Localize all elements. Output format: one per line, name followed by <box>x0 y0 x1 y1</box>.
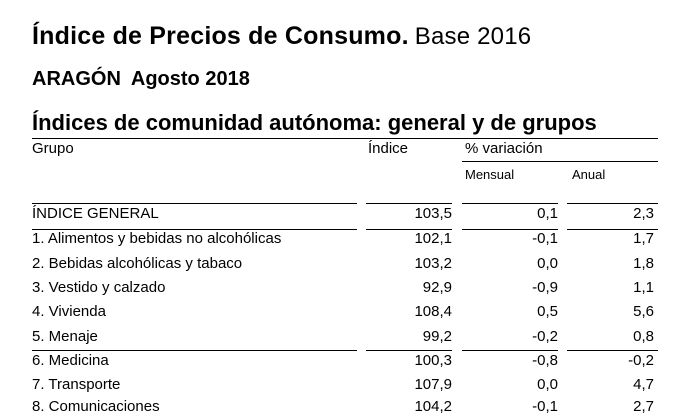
section-rule <box>32 138 658 139</box>
table-row <box>0 255 700 279</box>
row-name: 2. Bebidas alcohólicas y tabaco <box>32 255 243 272</box>
table-row <box>0 352 700 376</box>
title-text: Índice de Precios de Consumo. <box>32 22 409 50</box>
table-row <box>0 328 700 352</box>
header-monthly: Mensual <box>465 167 515 182</box>
row-annual: -0,2 <box>628 352 654 369</box>
row-index: 103,2 <box>414 255 452 272</box>
table-row <box>0 205 700 229</box>
row-annual: 5,6 <box>633 303 654 320</box>
row-index: 99,2 <box>422 328 452 345</box>
rule-general-monthly <box>462 203 558 204</box>
row-name: 5. Menaje <box>32 328 98 345</box>
row-index: 103,5 <box>414 205 452 222</box>
header-variation: % variación <box>465 140 543 157</box>
row-annual: 0,8 <box>633 328 654 345</box>
row-annual: 2,7 <box>633 398 654 415</box>
report-subtitle <box>32 68 250 91</box>
row-annual: 4,7 <box>633 376 654 393</box>
table-row <box>0 230 700 254</box>
row-monthly: -0,2 <box>532 328 558 345</box>
row-annual: 1,7 <box>633 230 654 247</box>
rule-general-name <box>32 203 357 204</box>
section-title: Índices de comunidad autónoma: general y de grupos <box>32 110 597 135</box>
date-label: Agosto 2018 <box>130 68 250 90</box>
table-row <box>0 279 700 303</box>
row-name: ÍNDICE GENERAL <box>32 205 159 222</box>
row-monthly: 0,5 <box>537 303 558 320</box>
row-index: 108,4 <box>414 303 452 320</box>
row-index: 100,3 <box>414 352 452 369</box>
row-name: 1. Alimentos y bebidas no alcohólicas <box>32 230 282 247</box>
row-name: 6. Medicina <box>32 352 109 369</box>
row-monthly: 0,0 <box>537 255 558 272</box>
row-index: 107,9 <box>414 376 452 393</box>
row-monthly: -0,1 <box>532 398 558 415</box>
row-name: 4. Vivienda <box>32 303 106 320</box>
row-monthly: -0,1 <box>532 230 558 247</box>
row-annual: 1,8 <box>633 255 654 272</box>
row-annual: 2,3 <box>633 205 654 222</box>
table-row <box>0 303 700 327</box>
header-group: Grupo <box>32 140 74 157</box>
row-monthly: -0,9 <box>532 279 558 296</box>
row-monthly: -0,8 <box>532 352 558 369</box>
row-monthly: 0,1 <box>537 205 558 222</box>
header-annual: Anual <box>572 167 606 182</box>
table-row <box>0 376 700 400</box>
row-index: 104,2 <box>414 398 452 415</box>
row-annual: 1,1 <box>633 279 654 296</box>
table-row <box>0 398 700 420</box>
report-title <box>32 22 531 51</box>
row-index: 92,9 <box>422 279 452 296</box>
rule-general-annual <box>567 203 658 204</box>
variation-rule <box>462 161 658 162</box>
row-monthly: 0,0 <box>537 376 558 393</box>
base-year: Base 2016 <box>414 23 532 50</box>
row-index: 102,1 <box>414 230 452 247</box>
row-name: 7. Transporte <box>32 376 121 393</box>
row-name: 3. Vestido y calzado <box>32 279 166 296</box>
rule-general-index <box>366 203 452 204</box>
row-name: 8. Comunicaciones <box>32 398 160 415</box>
region-label: ARAGÓN <box>32 68 121 90</box>
header-index: Índice <box>368 140 409 157</box>
